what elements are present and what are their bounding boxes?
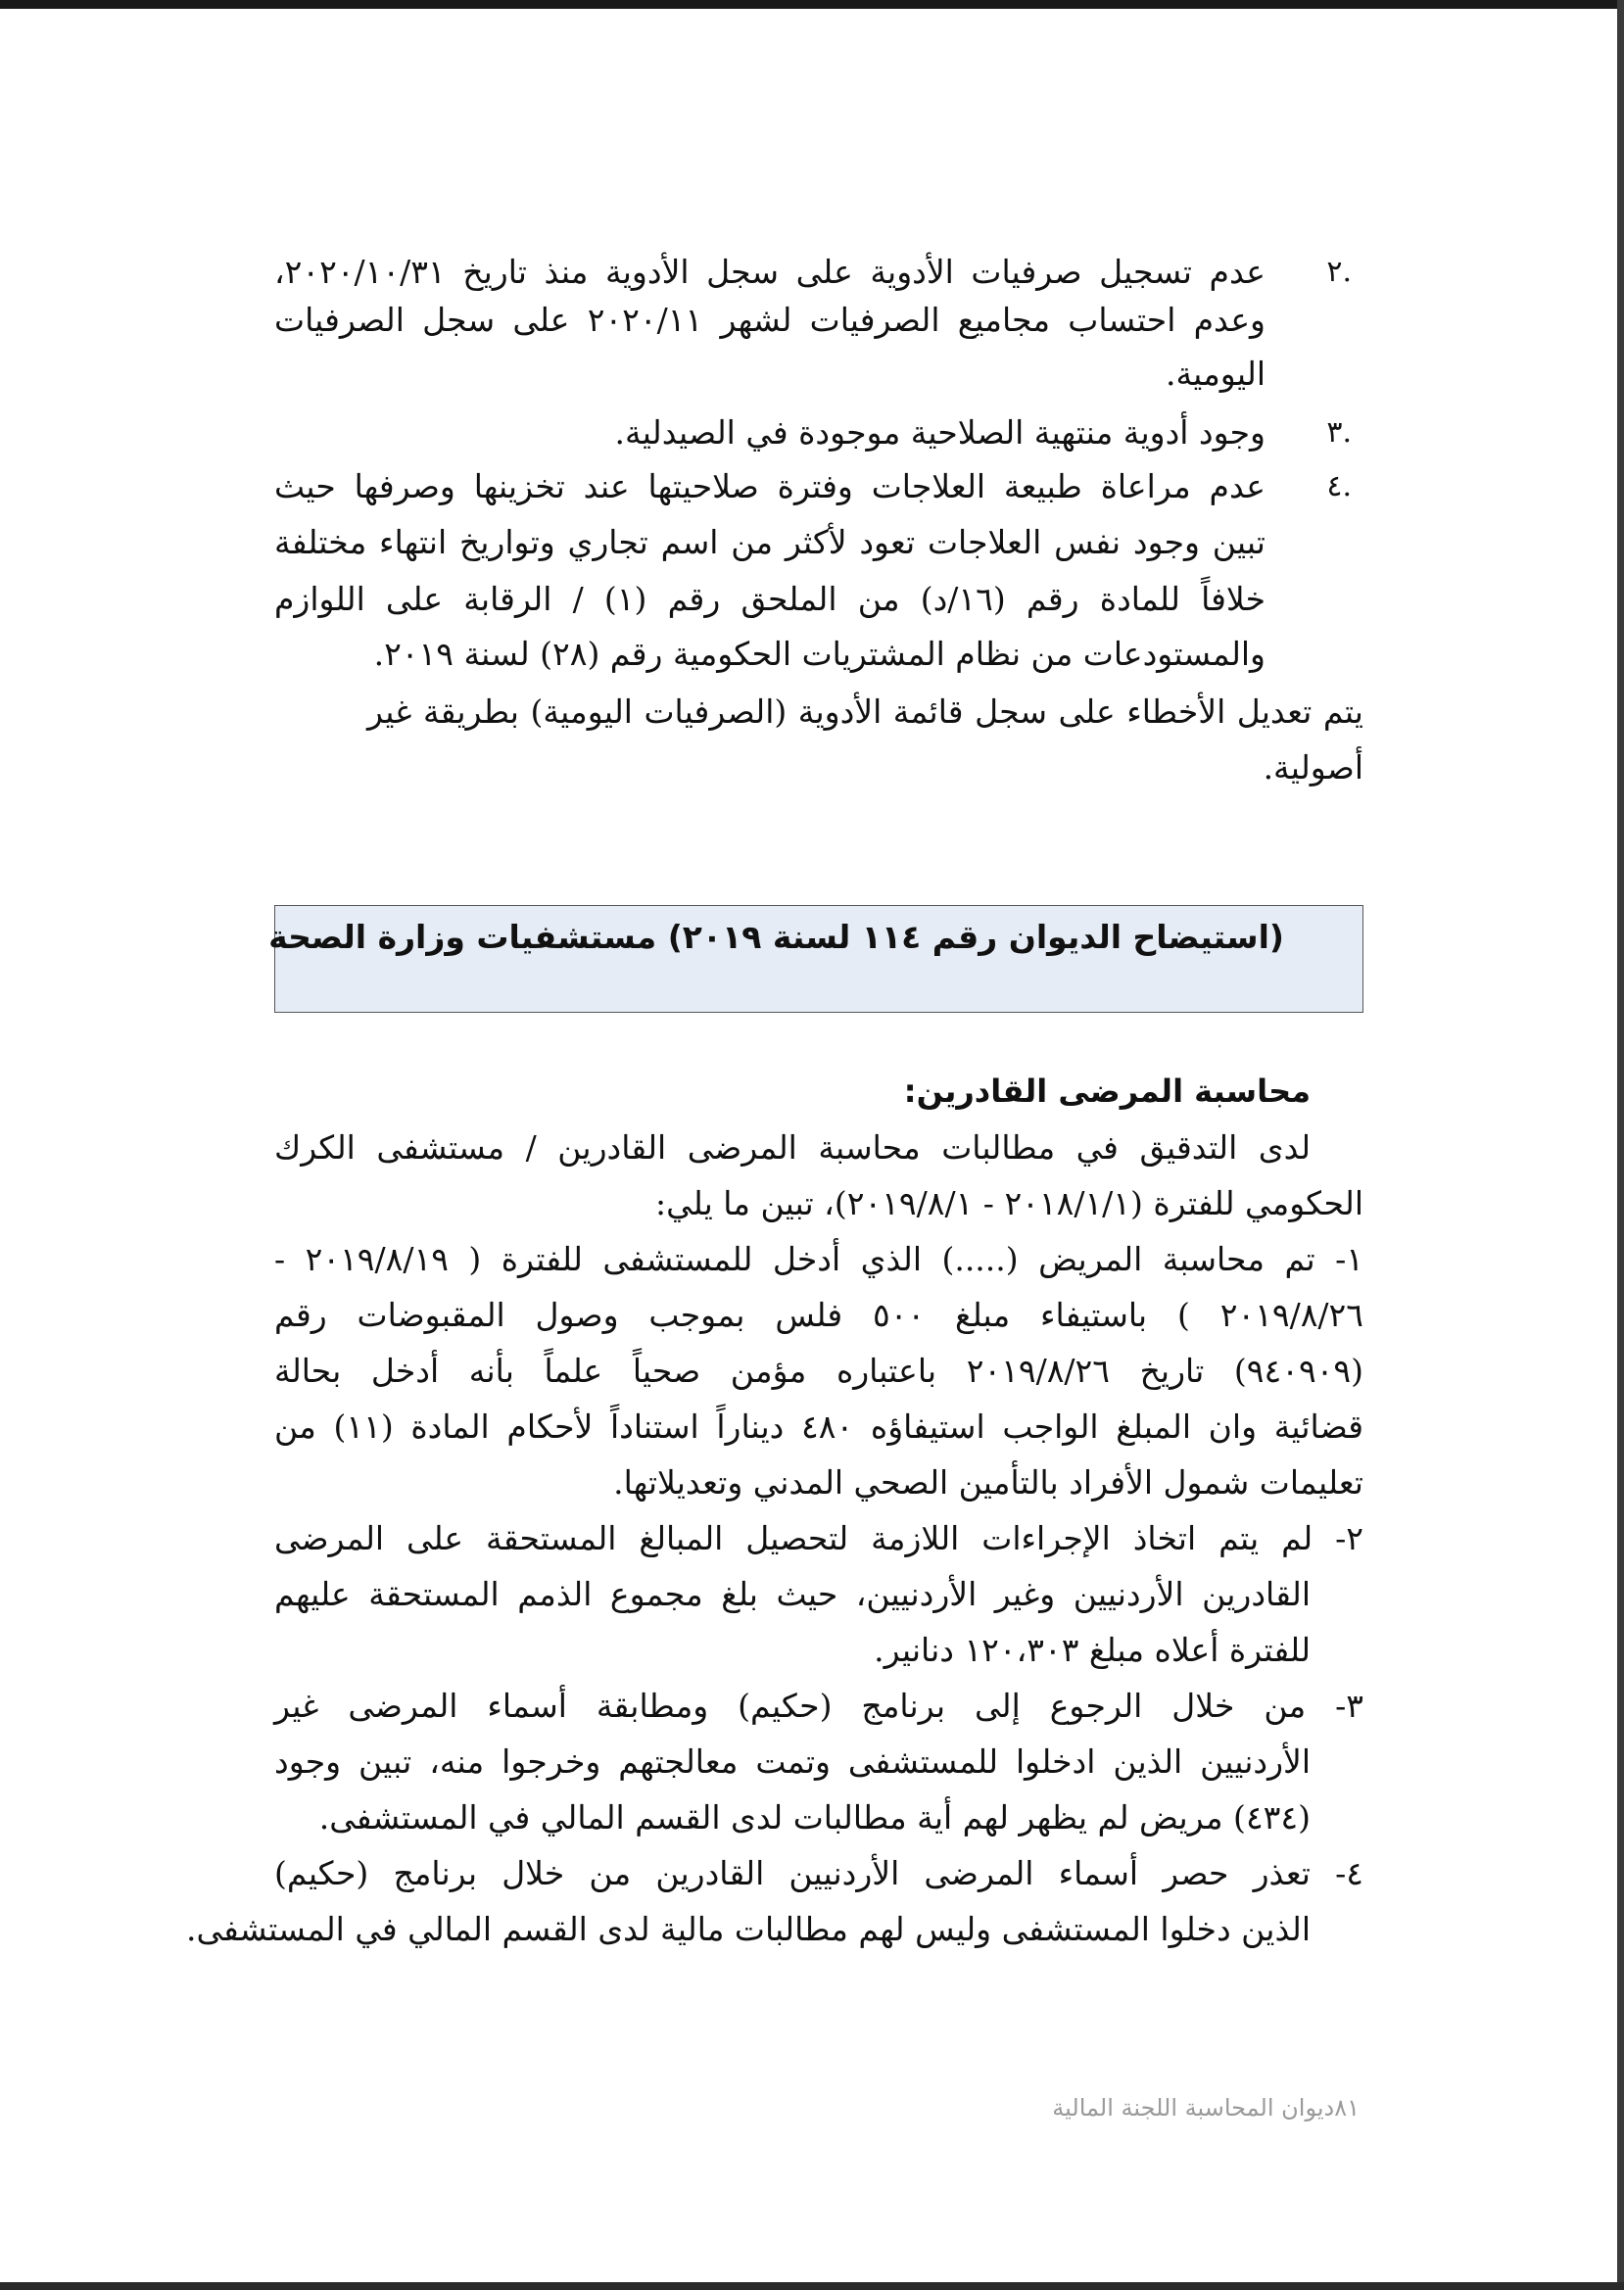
finding-line: ٢- لم يتم اتخاذ الإجراءات اللازمة لتحصيل المبالغ المستحقة على المرضى: [274, 1519, 1363, 1557]
page-footer: ٨١ديوان المحاسبة اللجنة المالية: [1052, 2094, 1360, 2122]
list-line: عدم مراعاة طبيعة العلاجات وفترة صلاحيتها عند تخزينها وصرفها حيث: [274, 467, 1266, 505]
finding-line: للفترة أعلاه مبلغ ١٢٠،٣٠٣ دنانير.: [874, 1631, 1311, 1669]
finding-line: ١- تم محاسبة المريض (.....) الذي أدخل للمستشفى للفترة ( ٢٠١٩/٨/١٩ -: [274, 1240, 1364, 1278]
list-line: وجود أدوية منتهية الصلاحية موجودة في الصيدلية.: [614, 413, 1266, 452]
section-title: (استيضاح الديوان رقم ١١٤ لسنة ٢٠١٩) مستشفيات وزارة الصحة: [268, 918, 1284, 956]
list-line: خلافاً للمادة رقم (١٦/د) من الملحق رقم (١) / الرقابة على اللوازم: [274, 580, 1266, 618]
subheading: محاسبة المرضى القادرين:: [903, 1073, 1311, 1110]
paragraph-line: أصولية.: [1263, 748, 1363, 787]
finding-line: تعليمات شمول الأفراد بالتأمين الصحي المدني وتعديلاتها.: [613, 1463, 1363, 1502]
paragraph-line: لدى التدقيق في مطالبات محاسبة المرضى القادرين / مستشفى الكرك: [274, 1128, 1311, 1167]
finding-line: القادرين الأردنيين وغير الأردنيين، حيث بلغ مجموع الذمم المستحقة عليهم: [274, 1575, 1311, 1613]
finding-line: الأردنيين الذين ادخلوا للمستشفى وتمت معالجتهم وخرجوا منه، تبين وجود: [274, 1742, 1311, 1781]
finding-line: (٤٣٤) مريض لم يظهر لهم أية مطالبات لدى القسم المالي في المستشفى.: [318, 1798, 1311, 1837]
list-line: اليومية.: [1165, 355, 1266, 393]
paragraph-line: يتم تعديل الأخطاء على سجل قائمة الأدوية (الصرفيات اليومية) بطريقة غير: [367, 692, 1363, 731]
paragraph-line: الحكومي للفترة (٢٠١٨/١/١ - ٢٠١٩/٨/١)، تبين ما يلي:: [655, 1184, 1363, 1222]
list-number: .٤: [1326, 469, 1352, 503]
list-line: وعدم احتساب مجاميع الصرفيات لشهر ٢٠٢٠/١١ على سجل الصرفيات: [274, 301, 1266, 339]
finding-line: (٩٤٠٩٠٩) تاريخ ٢٠١٩/٨/٢٦ باعتباره مؤمن صحياً علماً بأنه أدخل بحالة: [274, 1352, 1363, 1390]
list-line: عدم تسجيل صرفيات الأدوية على سجل الأدوية منذ تاريخ ٢٠٢٠/١٠/٣١،: [274, 253, 1266, 291]
scan-edge-right: [1617, 0, 1624, 2290]
finding-line: قضائية وان المبلغ الواجب استيفاؤه ٤٨٠ ديناراً استناداً لأحكام المادة (١١) من: [274, 1407, 1363, 1446]
scan-edge-bottom: [0, 2282, 1624, 2290]
finding-line: الذين دخلوا المستشفى وليس لهم مطالبات مالية لدى القسم المالي في المستشفى.: [186, 1910, 1311, 1948]
finding-line: ٣- من خلال الرجوع إلى برنامج (حكيم) ومطابقة أسماء المرضى غير: [274, 1687, 1363, 1725]
finding-line: ٤- تعذر حصر أسماء المرضى الأردنيين القادرين من خلال برنامج (حكيم): [274, 1854, 1363, 1892]
scan-edge-top: [0, 0, 1624, 9]
list-line: تبين وجود نفس العلاجات تعود لأكثر من اسم تجاري وتواريخ انتهاء مختلفة: [274, 523, 1266, 561]
list-line: والمستودعات من نظام المشتريات الحكومية رقم (٢٨) لسنة ٢٠١٩.: [373, 635, 1266, 673]
list-number: .٣: [1326, 415, 1352, 450]
section-title-box: [268, 905, 1363, 1013]
finding-line: ٢٠١٩/٨/٢٦ ) باستيفاء مبلغ ٥٠٠ فلس بموجب وصول المقبوضات رقم: [274, 1296, 1363, 1334]
list-number: .٢: [1326, 255, 1352, 289]
